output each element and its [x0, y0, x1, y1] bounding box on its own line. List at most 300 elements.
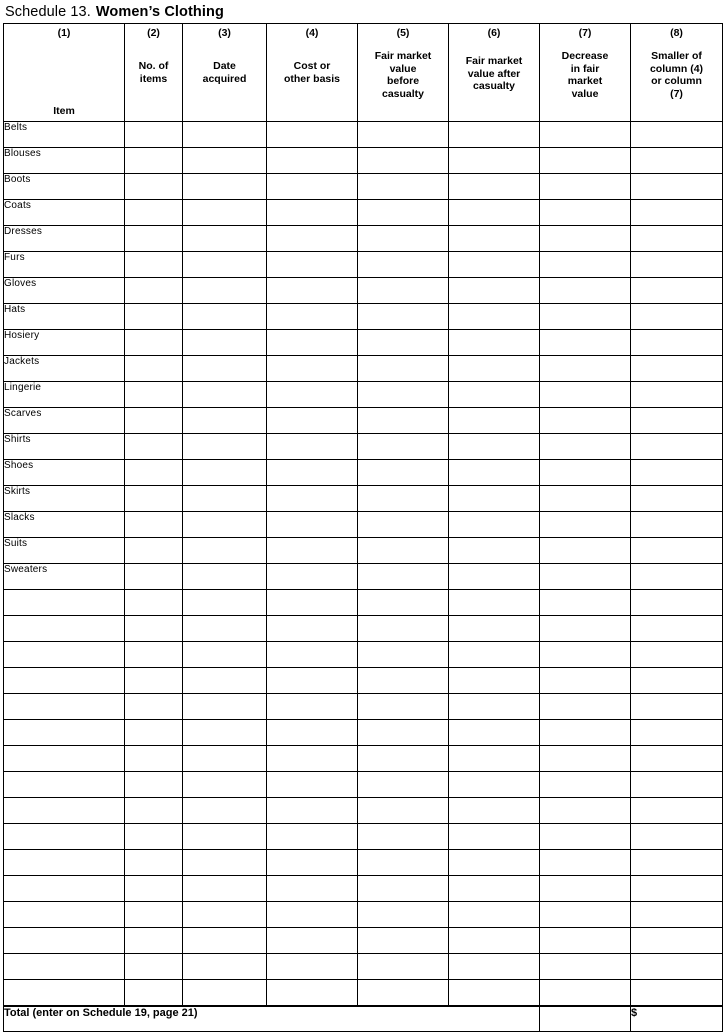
entry-cell-col2[interactable] [125, 616, 183, 642]
entry-cell-col6[interactable] [449, 668, 540, 694]
table-row [4, 876, 723, 902]
entry-cell-col8[interactable] [631, 694, 723, 720]
entry-cell-col6[interactable] [449, 772, 540, 798]
entry-cell-col5[interactable] [358, 590, 449, 616]
entry-cell-col2[interactable] [125, 538, 183, 564]
table-row [4, 174, 723, 200]
entry-cell-col6[interactable] [449, 876, 540, 902]
entry-cell-col5[interactable] [358, 330, 449, 356]
entry-cell-col4[interactable] [267, 200, 358, 226]
entry-cell-col7[interactable] [540, 512, 631, 538]
entry-cell-col5[interactable] [358, 642, 449, 668]
entry-cell-col7[interactable] [540, 798, 631, 824]
entry-cell-col4[interactable] [267, 902, 358, 928]
entry-cell-col8[interactable] [631, 720, 723, 746]
item-input-cell[interactable] [4, 902, 125, 928]
entry-cell-col2[interactable] [125, 304, 183, 330]
entry-cell-col7[interactable] [540, 382, 631, 408]
entry-cell-col5[interactable] [358, 538, 449, 564]
entry-cell-col2[interactable] [125, 876, 183, 902]
entry-cell-col5[interactable] [358, 226, 449, 252]
item-input-cell[interactable] [4, 980, 125, 1007]
entry-cell-col5[interactable] [358, 174, 449, 200]
entry-cell-col4[interactable] [267, 226, 358, 252]
entry-cell-col3[interactable] [183, 746, 267, 772]
entry-cell-col6[interactable] [449, 174, 540, 200]
entry-cell-col6[interactable] [449, 304, 540, 330]
entry-cell-col8[interactable] [631, 174, 723, 200]
entry-cell-col3[interactable] [183, 278, 267, 304]
entry-cell-col8[interactable] [631, 876, 723, 902]
column-header-1 [4, 24, 125, 122]
entry-cell-col4[interactable] [267, 616, 358, 642]
entry-cell-col3[interactable] [183, 434, 267, 460]
column-label-1: Item [53, 104, 75, 117]
entry-cell-col4[interactable] [267, 304, 358, 330]
table-row [4, 616, 723, 642]
entry-cell-col4[interactable] [267, 278, 358, 304]
entry-cell-col5[interactable] [358, 304, 449, 330]
entry-cell-col3[interactable] [183, 980, 267, 1007]
entry-cell-col2[interactable] [125, 928, 183, 954]
entry-cell-col7[interactable] [540, 538, 631, 564]
entry-cell-col7[interactable] [540, 122, 631, 148]
entry-cell-col3[interactable] [183, 174, 267, 200]
entry-cell-col5[interactable] [358, 512, 449, 538]
entry-cell-col8[interactable] [631, 122, 723, 148]
entry-cell-col2[interactable] [125, 980, 183, 1007]
entry-cell-col7[interactable] [540, 174, 631, 200]
entry-cell-col3[interactable] [183, 642, 267, 668]
item-label-cell: Dresses [4, 226, 125, 252]
table-row [4, 252, 723, 278]
entry-cell-col5[interactable] [358, 564, 449, 590]
column-number-6: (6) [487, 27, 501, 39]
entry-cell-col4[interactable] [267, 512, 358, 538]
entry-cell-col7[interactable] [540, 226, 631, 252]
entry-cell-col6[interactable] [449, 564, 540, 590]
schedule-name: Women’s Clothing [95, 4, 224, 20]
entry-cell-col8[interactable] [631, 200, 723, 226]
entry-cell-col4[interactable] [267, 486, 358, 512]
entry-cell-col5[interactable] [358, 824, 449, 850]
entry-cell-col4[interactable] [267, 434, 358, 460]
item-label-cell: Furs [4, 252, 125, 278]
table-row [4, 798, 723, 824]
item-input-cell[interactable] [4, 772, 125, 798]
entry-cell-col7[interactable] [540, 668, 631, 694]
item-label-cell: Blouses [4, 148, 125, 174]
entry-cell-col6[interactable] [449, 616, 540, 642]
entry-cell-col8[interactable] [631, 616, 723, 642]
entry-cell-col8[interactable] [631, 954, 723, 980]
entry-cell-col6[interactable] [449, 278, 540, 304]
entry-cell-col7[interactable] [540, 252, 631, 278]
entry-cell-col2[interactable] [125, 460, 183, 486]
entry-cell-col6[interactable] [449, 928, 540, 954]
entry-cell-col4[interactable] [267, 772, 358, 798]
entry-cell-col6[interactable] [449, 980, 540, 1007]
entry-cell-col5[interactable] [358, 356, 449, 382]
entry-cell-col6[interactable] [449, 330, 540, 356]
entry-cell-col2[interactable] [125, 408, 183, 434]
entry-cell-col5[interactable] [358, 252, 449, 278]
entry-cell-col7[interactable] [540, 564, 631, 590]
entry-cell-col3[interactable] [183, 460, 267, 486]
entry-cell-col6[interactable] [449, 590, 540, 616]
entry-cell-col3[interactable] [183, 122, 267, 148]
entry-cell-col5[interactable] [358, 798, 449, 824]
entry-cell-col3[interactable] [183, 590, 267, 616]
entry-cell-col8[interactable] [631, 824, 723, 850]
item-input-cell[interactable] [4, 642, 125, 668]
entry-cell-col3[interactable] [183, 330, 267, 356]
entry-cell-col3[interactable] [183, 304, 267, 330]
column-header-3 [183, 24, 267, 122]
column-header-5 [358, 24, 449, 122]
entry-cell-col3[interactable] [183, 798, 267, 824]
entry-cell-col3[interactable] [183, 226, 267, 252]
entry-cell-col3[interactable] [183, 720, 267, 746]
table-row [4, 772, 723, 798]
entry-cell-col7[interactable] [540, 356, 631, 382]
item-input-cell[interactable] [4, 720, 125, 746]
entry-cell-col4[interactable] [267, 668, 358, 694]
entry-cell-col8[interactable] [631, 226, 723, 252]
entry-cell-col3[interactable] [183, 382, 267, 408]
entry-cell-col8[interactable] [631, 746, 723, 772]
entry-cell-col8[interactable] [631, 148, 723, 174]
entry-cell-col2[interactable] [125, 564, 183, 590]
entry-cell-col6[interactable] [449, 694, 540, 720]
entry-cell-col6[interactable] [449, 512, 540, 538]
column-header-7 [540, 24, 631, 122]
entry-cell-col6[interactable] [449, 382, 540, 408]
entry-cell-col4[interactable] [267, 720, 358, 746]
entry-cell-col4[interactable] [267, 564, 358, 590]
item-input-cell[interactable] [4, 590, 125, 616]
entry-cell-col2[interactable] [125, 590, 183, 616]
table-row [4, 460, 723, 486]
entry-cell-col3[interactable] [183, 564, 267, 590]
table-row [4, 824, 723, 850]
entry-cell-col2[interactable] [125, 798, 183, 824]
entry-cell-col2[interactable] [125, 434, 183, 460]
entry-cell-col6[interactable] [449, 252, 540, 278]
item-input-cell[interactable] [4, 954, 125, 980]
entry-cell-col7[interactable] [540, 330, 631, 356]
entry-cell-col2[interactable] [125, 174, 183, 200]
entry-cell-col7[interactable] [540, 902, 631, 928]
column-header-2 [125, 24, 183, 122]
entry-cell-col2[interactable] [125, 642, 183, 668]
table-row [4, 512, 723, 538]
entry-cell-col7[interactable] [540, 850, 631, 876]
entry-cell-col5[interactable] [358, 980, 449, 1007]
table-row [4, 746, 723, 772]
entry-cell-col2[interactable] [125, 122, 183, 148]
entry-cell-col7[interactable] [540, 876, 631, 902]
entry-cell-col6[interactable] [449, 122, 540, 148]
entry-cell-col4[interactable] [267, 408, 358, 434]
entry-cell-col6[interactable] [449, 434, 540, 460]
entry-cell-col4[interactable] [267, 148, 358, 174]
entry-cell-col7[interactable] [540, 460, 631, 486]
column-number-7: (7) [578, 27, 592, 39]
entry-cell-col6[interactable] [449, 954, 540, 980]
entry-cell-col5[interactable] [358, 486, 449, 512]
item-label-cell: Shirts [4, 434, 125, 460]
entry-cell-col2[interactable] [125, 226, 183, 252]
total-blank-cell[interactable] [540, 1006, 631, 1032]
entry-cell-col8[interactable] [631, 512, 723, 538]
entry-cell-col3[interactable] [183, 824, 267, 850]
entry-cell-col7[interactable] [540, 200, 631, 226]
entry-cell-col7[interactable] [540, 694, 631, 720]
entry-cell-col6[interactable] [449, 720, 540, 746]
entry-cell-col4[interactable] [267, 122, 358, 148]
entry-cell-col2[interactable] [125, 746, 183, 772]
entry-cell-col7[interactable] [540, 720, 631, 746]
entry-cell-col2[interactable] [125, 668, 183, 694]
entry-cell-col7[interactable] [540, 304, 631, 330]
entry-cell-col5[interactable] [358, 902, 449, 928]
entry-cell-col3[interactable] [183, 694, 267, 720]
item-input-cell[interactable] [4, 876, 125, 902]
entry-cell-col5[interactable] [358, 928, 449, 954]
column-header-6 [449, 24, 540, 122]
entry-cell-col2[interactable] [125, 148, 183, 174]
entry-cell-col6[interactable] [449, 902, 540, 928]
entry-cell-col6[interactable] [449, 408, 540, 434]
column-label-7: Decrease in fair market value [561, 50, 609, 100]
entry-cell-col5[interactable] [358, 850, 449, 876]
table-row [4, 434, 723, 460]
table-footer [4, 1006, 723, 1032]
entry-cell-col6[interactable] [449, 850, 540, 876]
entry-cell-col8[interactable] [631, 902, 723, 928]
entry-cell-col5[interactable] [358, 616, 449, 642]
entry-cell-col7[interactable] [540, 278, 631, 304]
entry-cell-col2[interactable] [125, 954, 183, 980]
entry-cell-col3[interactable] [183, 408, 267, 434]
entry-cell-col8[interactable] [631, 642, 723, 668]
entry-cell-col7[interactable] [540, 954, 631, 980]
entry-cell-col8[interactable] [631, 252, 723, 278]
table-row [4, 486, 723, 512]
item-input-cell[interactable] [4, 798, 125, 824]
entry-cell-col4[interactable] [267, 382, 358, 408]
entry-cell-col2[interactable] [125, 382, 183, 408]
entry-cell-col7[interactable] [540, 434, 631, 460]
entry-cell-col3[interactable] [183, 200, 267, 226]
item-input-cell[interactable] [4, 746, 125, 772]
table-body [4, 122, 723, 1007]
entry-cell-col8[interactable] [631, 850, 723, 876]
item-input-cell[interactable] [4, 668, 125, 694]
entry-cell-col4[interactable] [267, 174, 358, 200]
entry-cell-col5[interactable] [358, 720, 449, 746]
item-input-cell[interactable] [4, 850, 125, 876]
entry-cell-col3[interactable] [183, 252, 267, 278]
entry-cell-col3[interactable] [183, 668, 267, 694]
entry-cell-col2[interactable] [125, 252, 183, 278]
entry-cell-col6[interactable] [449, 356, 540, 382]
item-label-cell: Belts [4, 122, 125, 148]
entry-cell-col4[interactable] [267, 356, 358, 382]
entry-cell-col2[interactable] [125, 486, 183, 512]
entry-cell-col5[interactable] [358, 954, 449, 980]
entry-cell-col4[interactable] [267, 928, 358, 954]
entry-cell-col8[interactable] [631, 434, 723, 460]
entry-cell-col7[interactable] [540, 486, 631, 512]
entry-cell-col3[interactable] [183, 772, 267, 798]
entry-cell-col8[interactable] [631, 590, 723, 616]
entry-cell-col5[interactable] [358, 876, 449, 902]
column-label-3: Date acquired [202, 60, 247, 85]
schedule-number: Schedule 13. [5, 4, 91, 20]
entry-cell-col7[interactable] [540, 928, 631, 954]
entry-cell-col8[interactable] [631, 668, 723, 694]
entry-cell-col2[interactable] [125, 824, 183, 850]
entry-cell-col4[interactable] [267, 876, 358, 902]
entry-cell-col3[interactable] [183, 486, 267, 512]
entry-cell-col2[interactable] [125, 720, 183, 746]
entry-cell-col8[interactable] [631, 980, 723, 1007]
entry-cell-col4[interactable] [267, 642, 358, 668]
column-label-4: Cost or other basis [283, 60, 341, 85]
entry-cell-col7[interactable] [540, 824, 631, 850]
total-amount-cell[interactable]: $ [631, 1006, 723, 1032]
entry-cell-col8[interactable] [631, 928, 723, 954]
schedule-table [3, 23, 723, 1032]
entry-cell-col4[interactable] [267, 824, 358, 850]
item-label-cell: Hosiery [4, 330, 125, 356]
entry-cell-col2[interactable] [125, 278, 183, 304]
entry-cell-col4[interactable] [267, 980, 358, 1007]
entry-cell-col5[interactable] [358, 408, 449, 434]
entry-cell-col3[interactable] [183, 850, 267, 876]
entry-cell-col4[interactable] [267, 330, 358, 356]
item-input-cell[interactable] [4, 928, 125, 954]
entry-cell-col4[interactable] [267, 538, 358, 564]
entry-cell-col3[interactable] [183, 928, 267, 954]
entry-cell-col7[interactable] [540, 408, 631, 434]
entry-cell-col5[interactable] [358, 434, 449, 460]
entry-cell-col4[interactable] [267, 590, 358, 616]
entry-cell-col5[interactable] [358, 694, 449, 720]
entry-cell-col7[interactable] [540, 772, 631, 798]
entry-cell-col8[interactable] [631, 798, 723, 824]
entry-cell-col2[interactable] [125, 512, 183, 538]
entry-cell-col5[interactable] [358, 200, 449, 226]
entry-cell-col3[interactable] [183, 876, 267, 902]
table-row [4, 694, 723, 720]
entry-cell-col8[interactable] [631, 356, 723, 382]
column-label-5: Fair market value before casualty [374, 50, 432, 100]
entry-cell-col3[interactable] [183, 954, 267, 980]
entry-cell-col8[interactable] [631, 278, 723, 304]
entry-cell-col5[interactable] [358, 382, 449, 408]
item-input-cell[interactable] [4, 694, 125, 720]
item-input-cell[interactable] [4, 616, 125, 642]
entry-cell-col2[interactable] [125, 356, 183, 382]
entry-cell-col4[interactable] [267, 460, 358, 486]
entry-cell-col4[interactable] [267, 746, 358, 772]
table-row [4, 382, 723, 408]
entry-cell-col7[interactable] [540, 980, 631, 1007]
entry-cell-col3[interactable] [183, 356, 267, 382]
entry-cell-col5[interactable] [358, 772, 449, 798]
entry-cell-col6[interactable] [449, 486, 540, 512]
entry-cell-col2[interactable] [125, 694, 183, 720]
entry-cell-col8[interactable] [631, 330, 723, 356]
entry-cell-col5[interactable] [358, 746, 449, 772]
table-row [4, 668, 723, 694]
entry-cell-col5[interactable] [358, 668, 449, 694]
entry-cell-col3[interactable] [183, 512, 267, 538]
entry-cell-col5[interactable] [358, 122, 449, 148]
entry-cell-col8[interactable] [631, 772, 723, 798]
entry-cell-col3[interactable] [183, 148, 267, 174]
entry-cell-col2[interactable] [125, 330, 183, 356]
entry-cell-col2[interactable] [125, 772, 183, 798]
entry-cell-col7[interactable] [540, 642, 631, 668]
column-label-6: Fair market value after casualty [465, 55, 523, 92]
entry-cell-col7[interactable] [540, 148, 631, 174]
entry-cell-col8[interactable] [631, 382, 723, 408]
entry-cell-col2[interactable] [125, 902, 183, 928]
entry-cell-col7[interactable] [540, 590, 631, 616]
entry-cell-col8[interactable] [631, 564, 723, 590]
entry-cell-col3[interactable] [183, 538, 267, 564]
entry-cell-col6[interactable] [449, 460, 540, 486]
column-number-3: (3) [218, 27, 231, 39]
column-header-8 [631, 24, 723, 122]
entry-cell-col8[interactable] [631, 460, 723, 486]
entry-cell-col8[interactable] [631, 408, 723, 434]
entry-cell-col6[interactable] [449, 746, 540, 772]
entry-cell-col6[interactable] [449, 226, 540, 252]
entry-cell-col7[interactable] [540, 746, 631, 772]
entry-cell-col6[interactable] [449, 538, 540, 564]
table-row [4, 590, 723, 616]
entry-cell-col6[interactable] [449, 148, 540, 174]
entry-cell-col2[interactable] [125, 850, 183, 876]
entry-cell-col6[interactable] [449, 642, 540, 668]
entry-cell-col2[interactable] [125, 200, 183, 226]
entry-cell-col4[interactable] [267, 694, 358, 720]
entry-cell-col4[interactable] [267, 252, 358, 278]
entry-cell-col4[interactable] [267, 954, 358, 980]
table-row [4, 122, 723, 148]
entry-cell-col4[interactable] [267, 850, 358, 876]
entry-cell-col8[interactable] [631, 538, 723, 564]
entry-cell-col6[interactable] [449, 824, 540, 850]
entry-cell-col6[interactable] [449, 200, 540, 226]
entry-cell-col8[interactable] [631, 486, 723, 512]
item-input-cell[interactable] [4, 824, 125, 850]
entry-cell-col5[interactable] [358, 278, 449, 304]
entry-cell-col4[interactable] [267, 798, 358, 824]
entry-cell-col3[interactable] [183, 902, 267, 928]
entry-cell-col5[interactable] [358, 460, 449, 486]
entry-cell-col8[interactable] [631, 304, 723, 330]
entry-cell-col7[interactable] [540, 616, 631, 642]
entry-cell-col6[interactable] [449, 798, 540, 824]
entry-cell-col3[interactable] [183, 616, 267, 642]
entry-cell-col5[interactable] [358, 148, 449, 174]
